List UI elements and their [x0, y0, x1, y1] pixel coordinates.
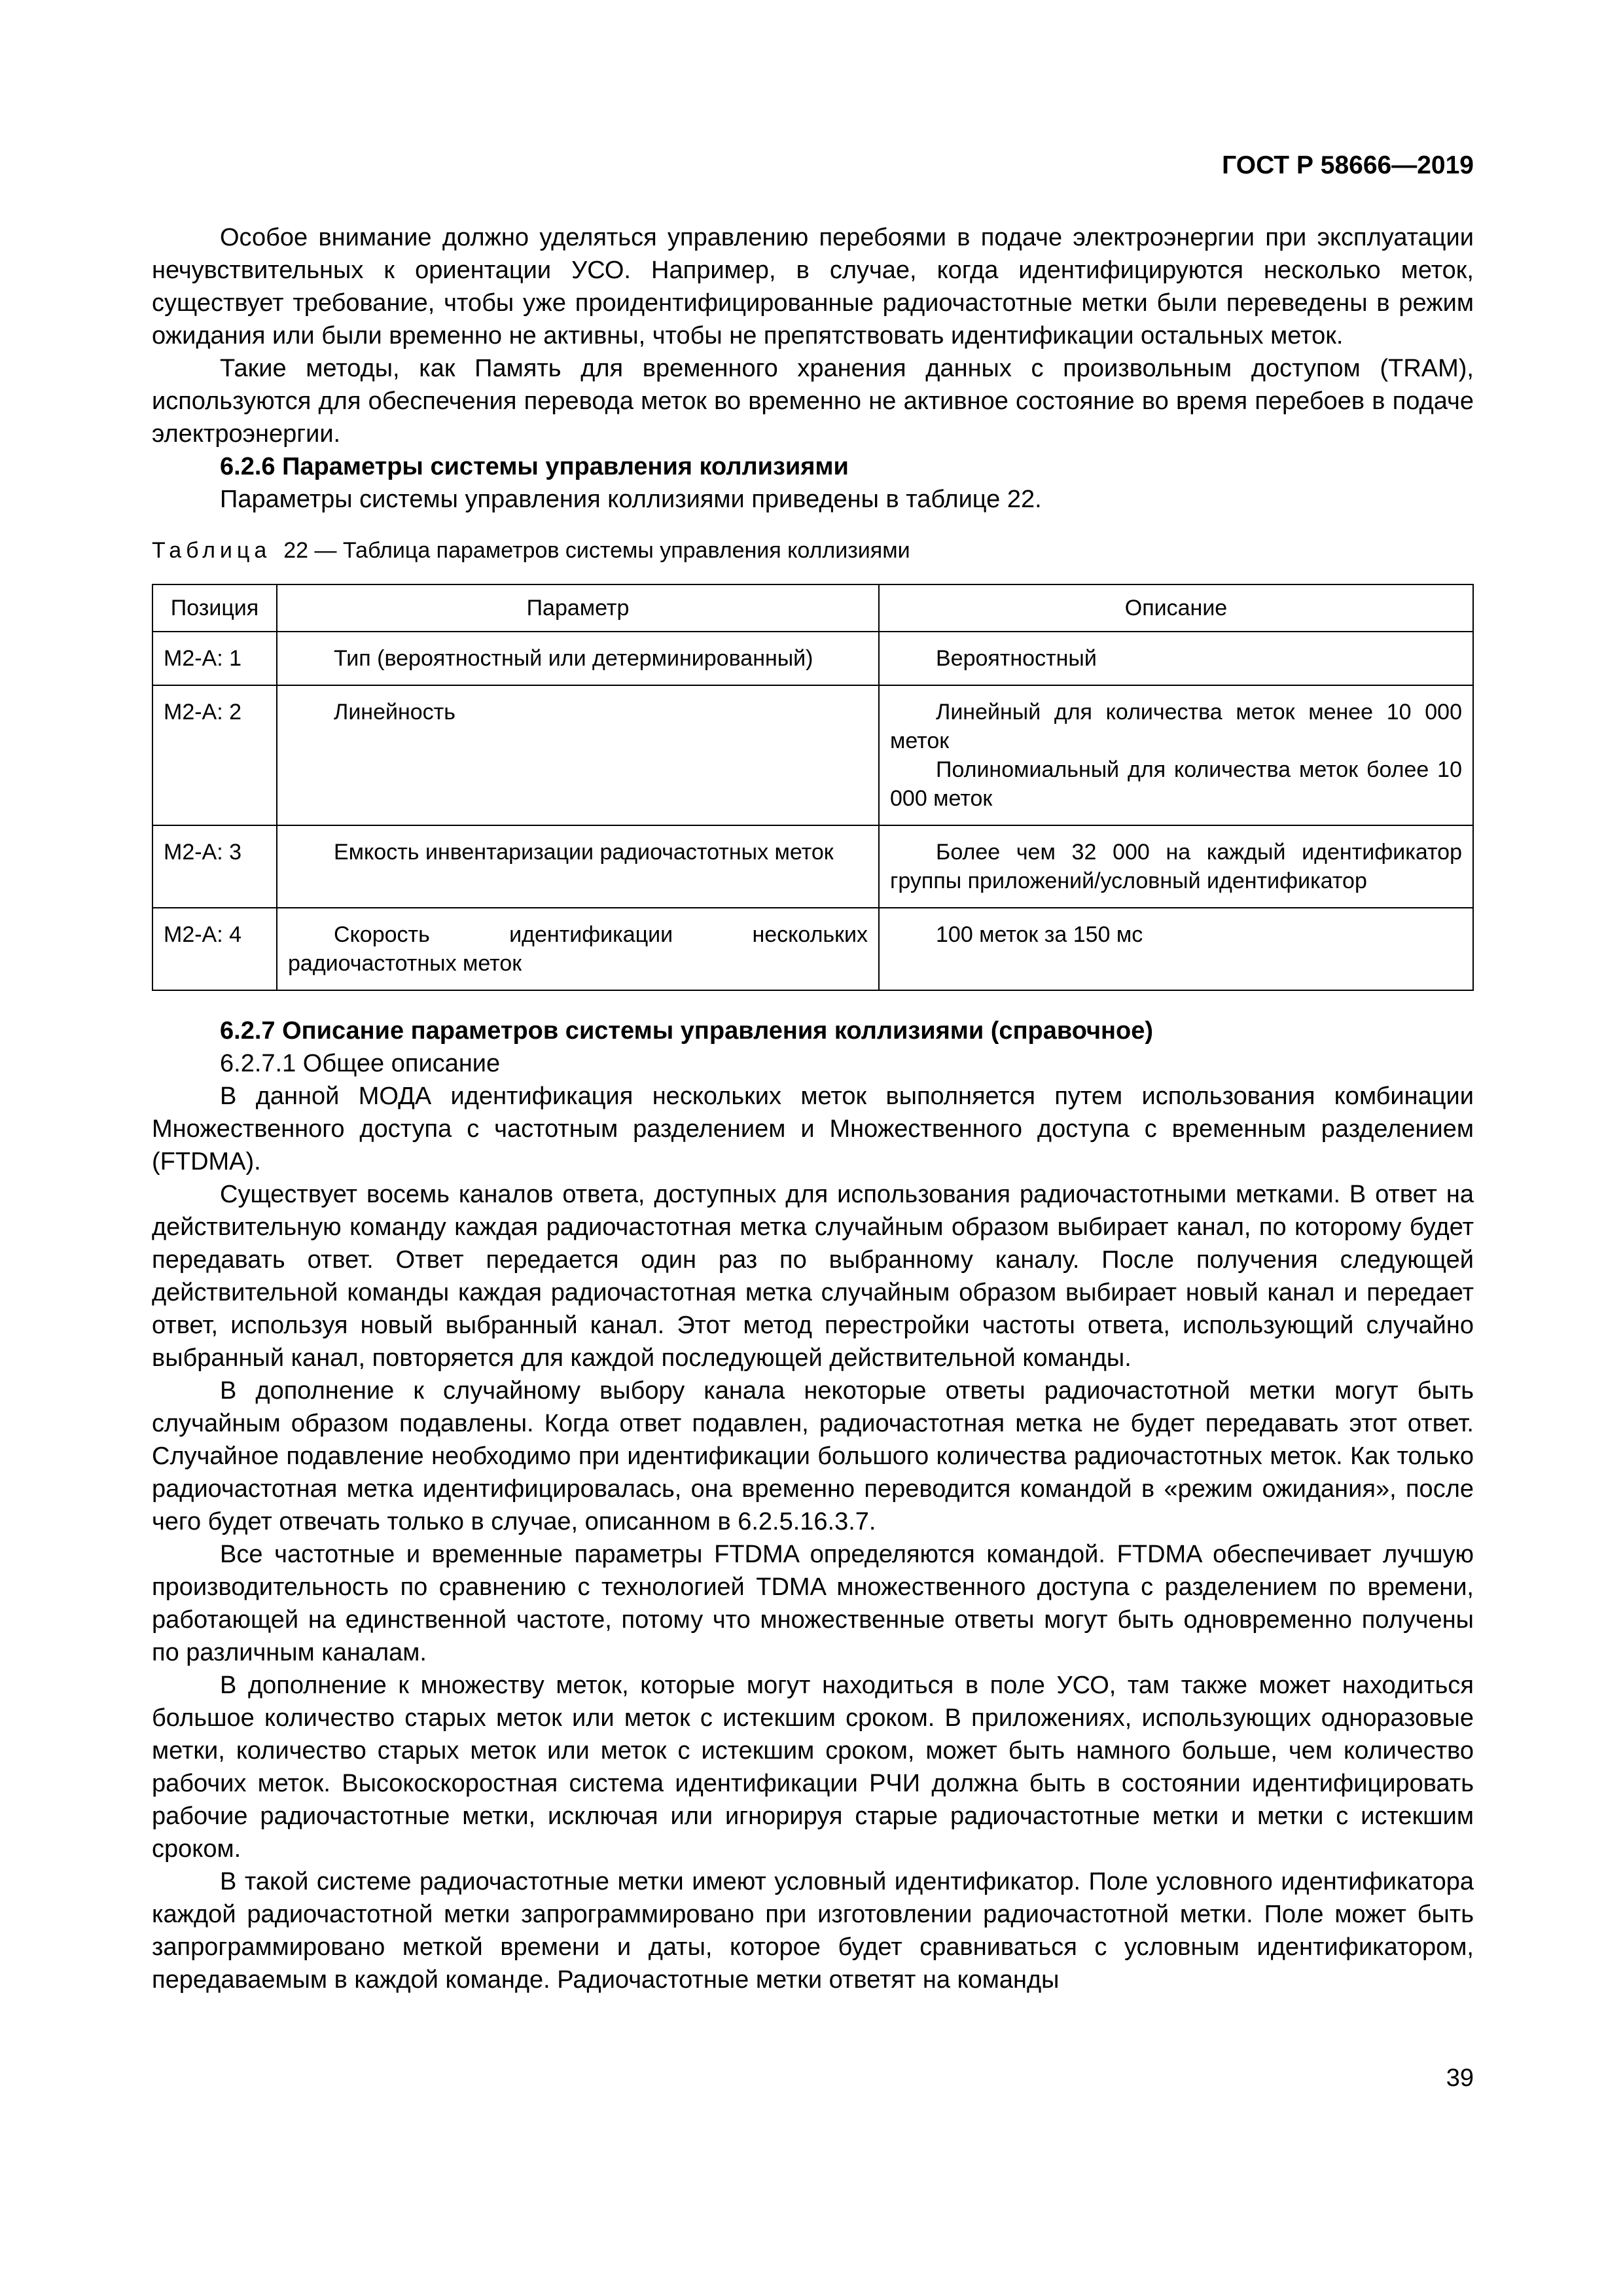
- parameters-table: [152, 584, 1474, 991]
- cell-position: M2-A: 3: [152, 825, 277, 908]
- cell-description: Линейный для количества меток менее 10 000 меток Полиномиальный для количества меток более 10 000 меток: [879, 685, 1473, 825]
- paragraph: Такие методы, как Память для временного хранения данных с произвольным доступом (TRAM), используются для обеспечения перевода меток во временно не активное состояние во время перебоев в подаче электроэнергии.: [152, 355, 1474, 448]
- paragraph: В данной МОДА идентификация нескольких меток выполняется путем использования комбинации Множественного доступа с частотным разделением и Множественного доступа с временным разделением (FTDMA).: [152, 1083, 1474, 1175]
- section-heading-6-2-6: 6.2.6 Параметры системы управления коллизиями: [220, 453, 849, 480]
- paragraph: Существует восемь каналов ответа, доступных для использования радиочастотными метками. В ответ на действительную команду каждая радиочастотная метка случайным образом выбирает канал, по которому будет передавать ответ. Ответ передается один раз по выбранному каналу. После получения следующей действительной команды каждая радиочастотная метка случайным образом выбирает новый канал и передает ответ, используя новый выбранный канал. Этот метод перестройки частоты ответа, использующий случайно выбранный канал, повторяется для каждой последующей действительной команды.: [152, 1181, 1474, 1372]
- column-header-position: Позиция: [152, 584, 277, 632]
- cell-position: M2-A: 4: [152, 908, 277, 990]
- section-heading-6-2-7: 6.2.7 Описание параметров системы управления коллизиями (справочное): [220, 1017, 1154, 1045]
- cell-parameter: Скорость идентификации нескольких радиочастотных меток: [277, 908, 879, 990]
- cell-description: Более чем 32 000 на каждый идентификатор группы приложений/условный идентификатор: [879, 825, 1473, 908]
- cell-position: M2-A: 2: [152, 685, 277, 825]
- table-row: [152, 632, 1473, 685]
- document-id: ГОСТ Р 58666—2019: [1222, 151, 1474, 179]
- paragraph: В дополнение к случайному выбору канала некоторые ответы радиочастотной метки могут быть случайным образом подавлены. Когда ответ подавлен, радиочастотная метка не будет передавать этот ответ. Случайное подавление необходимо при идентификации большого количества радиочастотных меток. Как только радиочастотная метка идентифицировалась, она временно переводится командой в «режим ожидания», после чего будет отвечать только в случае, описанном в 6.2.5.16.3.7.: [152, 1377, 1474, 1535]
- cell-position: M2-A: 1: [152, 632, 277, 685]
- table-caption: [152, 535, 1474, 565]
- table-row: [152, 825, 1473, 908]
- paragraph: Все частотные и временные параметры FTDMA определяются командой. FTDMA обеспечивает лучшую производительность по сравнению с технологией TDMA множественного доступа с разделением по времени, работающей на единственной частоте, потому что множественные ответы могут быть одновременно получены по различным каналам.: [152, 1541, 1474, 1666]
- cell-parameter: Тип (вероятностный или детерминированный): [277, 632, 879, 685]
- paragraph: Особое внимание должно уделяться управлению перебоями в подаче электроэнергии при эксплуатации нечувствительных к ориентации УСО. Например, в случае, когда идентифицируются несколько меток, существует требование, чтобы уже проидентифицированные радиочастотные метки были переведены в режим ожидания или были временно не активны, чтобы не препятствовать идентификации остальных меток.: [152, 224, 1474, 350]
- table-caption-word: Таблица: [152, 538, 272, 563]
- page-number: 39: [1446, 2064, 1474, 2092]
- table-row: [152, 908, 1473, 990]
- table-header-row: [152, 584, 1473, 632]
- table-row: [152, 685, 1473, 825]
- subsection-heading-6-2-7-1: 6.2.7.1 Общее описание: [220, 1050, 501, 1077]
- cell-parameter: Емкость инвентаризации радиочастотных меток: [277, 825, 879, 908]
- paragraph: Параметры системы управления коллизиями приведены в таблице 22.: [220, 486, 1042, 513]
- column-header-description: Описание: [879, 584, 1473, 632]
- column-header-parameter: Параметр: [277, 584, 879, 632]
- cell-description: Вероятностный: [879, 632, 1473, 685]
- cell-parameter: Линейность: [277, 685, 879, 825]
- paragraph: В дополнение к множеству меток, которые могут находиться в поле УСО, там также может находиться большое количество старых меток или меток с истекшим сроком. В приложениях, использующих одноразовые метки, количество старых меток или меток с истекшим сроком, может быть намного больше, чем количество рабочих меток. Высокоскоростная система идентификации РЧИ должна быть в состоянии идентифицировать рабочие радиочастотные метки, исключая или игнорируя старые радиочастотные метки и метки с истекшим сроком.: [152, 1672, 1474, 1863]
- page-content: [152, 221, 1474, 1996]
- paragraph: В такой системе радиочастотные метки имеют условный идентификатор. Поле условного идентификатора каждой радиочастотной метки запрограммировано при изготовлении радиочастотной метки. Поле может быть запрограммировано меткой времени и даты, которое будет сравниваться с условным идентификатором, передаваемым в каждой команде. Радиочастотные метки ответят на команды: [152, 1868, 1474, 1994]
- table-caption-text: 22 — Таблица параметров системы управления коллизиями: [283, 538, 910, 563]
- cell-description: 100 меток за 150 мс: [879, 908, 1473, 990]
